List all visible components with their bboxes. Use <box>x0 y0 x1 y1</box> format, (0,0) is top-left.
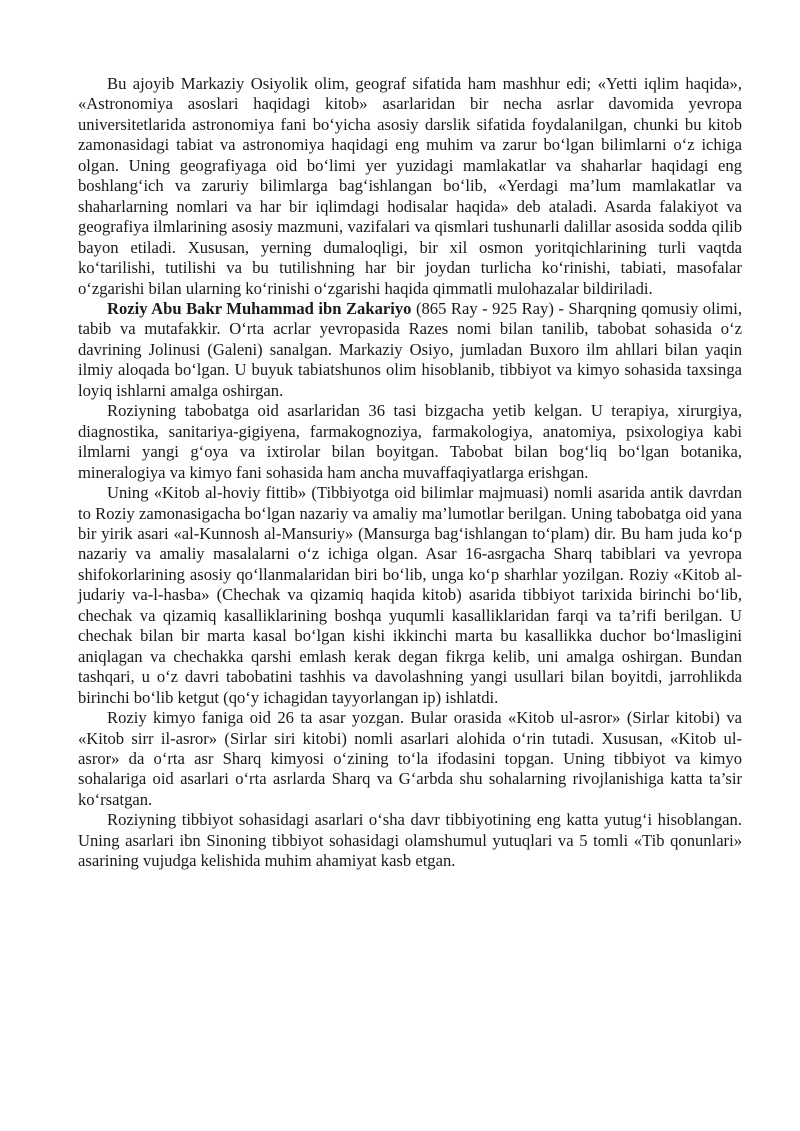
paragraph-medical-works <box>78 401 742 483</box>
paragraph-kitob-al-hoviy <box>78 483 742 708</box>
paragraph-text: Roziyning tabobatga oid asarlaridan 36 tasi bizgacha yetib kelgan. U terapiya, xirurgiya, diagnostika, sanitariya-gigiyena, farmakognoziya, farmakologiya, anatomiya, psixologiya kabi ilmlarni yangi g‘oya va ixtirolar bilan boyitgan. Tabobat bilan bog‘liq bo‘lgan botanika, mineralogiya va kimyo fani sohasida ham ancha muvaffaqiyatlarga erishgan. <box>78 401 742 482</box>
paragraph-text: Uning «Kitob al-hoviy fittib» (Tibbiyotga oid bilimlar majmuasi) nomli asarida antik davrdan to Roziy zamonasigacha bo‘lgan nazariy va amaliy ma’lumotlar berilgan. Uning tabobatga oid yana bir yirik asari «al-Kunnosh al-Mansuriy» (Mansurga bag‘ishlangan to‘plam) dir. Bu ham juda ko‘p nazariy va amaliy masalalarni o‘z ichiga olgan. Asar 16-asrgacha Sharq tabiblari va yevropa shifokorlarining asosiy qo‘llanmalaridan biri bo‘lib, unga ko‘p sharhlar yozilgan. Roziy «Kitob al-judariy va-l-hasba» (Chechak va qizamiq haqida kitob) asarida tibbiyot tarixida birinchi bo‘lib, chechak va qizamiq kasalliklarining boshqa yuqumli kasalliklaridan farqi va ta’rifi berilgan. U chechak bilan bir marta kasal bo‘lgan kishi ikkinchi marta bu kasallikka duchor bo‘lmasligini aniqlagan va chechakka qarshi emlash kerak degan fikrga kelib, uni amalga oshirgan. Bundan tashqari, u o‘z davri tabobatini tashhis va davolashning yangi usullari bilan boyitdi, jarrohlikda birinchi bo‘lib ketgut (qo‘y ichagidan tayyorlangan ip) ishlatdi. <box>78 483 742 707</box>
paragraph-text: Roziyning tibbiyot sohasidagi asarlari o‘sha davr tibbiyotining eng katta yutug‘i hisoblangan. Uning asarlari ibn Sinoning tibbiyot sohasidagi olamshumul yutuqlari va 5 tomli «Tib qonunlari» asarining vujudga kelishida muhim ahamiyat kasb etgan. <box>78 810 742 871</box>
person-name-bold: Roziy Abu Bakr Muhammad ibn Zakariyo <box>107 298 412 318</box>
paragraph-legacy <box>78 810 742 871</box>
paragraph-chemistry-works <box>78 708 742 810</box>
paragraph-text: Bu ajoyib Markaziy Osiyolik olim, geograf sifatida ham mashhur edi; «Yetti iqlim haqida», «Astronomiya asoslari haqidagi kitob» asarlaridan bir necha asrlar davomida yevropa universitetlarida astronomiya fani bo‘yicha asosiy darslik sifatida foydalanilgan, chunki bu kitob zamonasidagi tabiat va astronomiya haqidagi eng muhim va zarur bo‘lgan bilimlarni o‘z ichiga olgan. Uning geografiyaga oid bo‘limi yer yuzidagi mamlakatlar va shaharlar haqidagi eng boshlang‘ich va zaruriy bilimlarga bag‘ishlangan bo‘lib, «Yerdagi ma’lum mamlakatlar va shaharlarning nomlari va har bir iqlimdagi hodisalar haqida» deb ataladi. Asarda falakiyot va geografiya ilmlarining asosiy mazmuni, vazifalari va qismlari tushunarli dalillar asosida sodda qilib bayon etiladi. Xususan, yerning dumaloqligi, bir xil osmon yoritqichlarining turli vaqtda ko‘tarilishi, tutilishi va bu tutilishning har bir joydan turlicha ko‘rinishi, tabiati, masofalar o‘zgarishi bilan ularning ko‘rinishi o‘zgarishi haqida qimmatli mulohazalar bildiriladi. <box>78 74 742 298</box>
paragraph-roziy-intro <box>78 299 742 401</box>
paragraph-text: (865 Ray - 925 Ray) - Sharqning qomusiy olimi, tabib va mutafakkir. O‘rta acrlar yevropasida Razes nomi bilan tanilib, tabobat sohasida o‘z davrining Jolinusi (Galeni) sanalgan. Markaziy Osiyo, jumladan Buxoro ilm ahllari bilan yaqin ilmiy aloqada bo‘lgan. U buyuk tabiatshunos olim hisoblanib, tibbiyot va kimyo sohasida taxsinga loyiq ishlarni amalga oshirgan. <box>78 298 742 400</box>
paragraph-text: Roziy kimyo faniga oid 26 ta asar yozgan. Bular orasida «Kitob ul-asror» (Sirlar kitobi) va «Kitob sirr il-asror» (Sirlar siri kitobi) nomli asarlari alohida o‘rin tutadi. Xususan, «Kitob ul-asror» da o‘rta asr Sharq kimyosi o‘zining to‘la ifodasini topgan. Uning tibbiyot va kimyo sohalariga oid asarlari o‘rta asrlarda Sharq va G‘arbda shu sohalarning rivojlanishiga katta ta’sir ko‘rsatgan. <box>78 708 742 809</box>
paragraph-geography-book <box>78 74 742 299</box>
document-page <box>78 74 742 872</box>
